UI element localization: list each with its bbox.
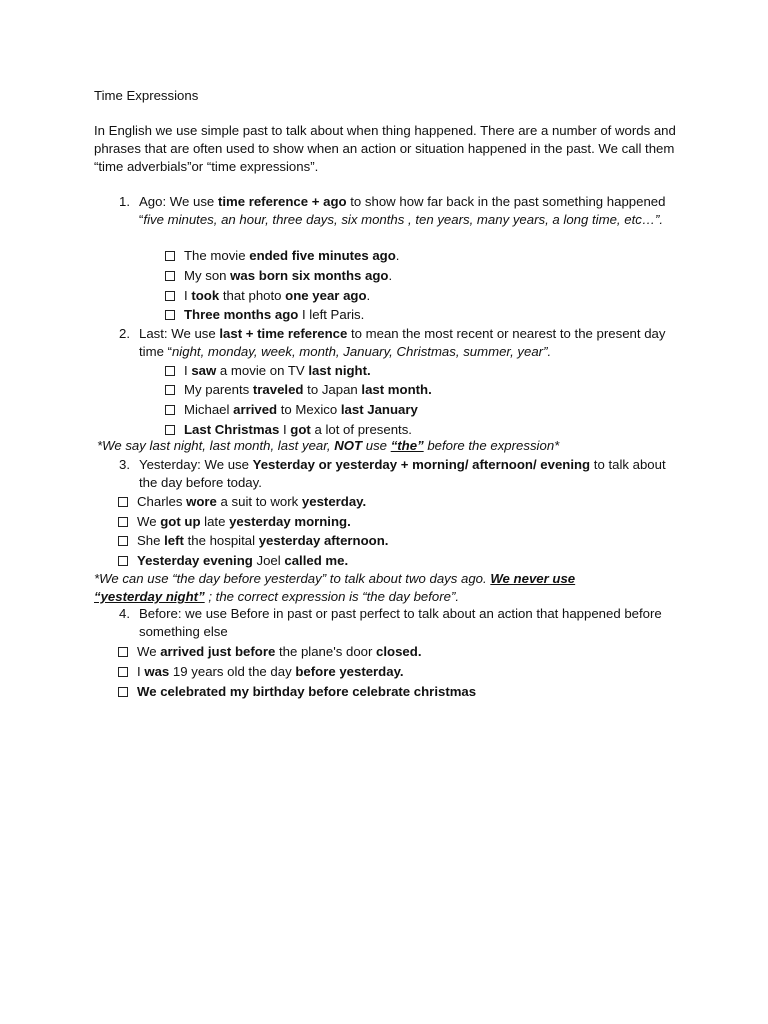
example-item: Last Christmas I got a lot of presents.: [165, 421, 412, 439]
example-item: The movie ended five minutes ago.: [165, 247, 399, 265]
checkbox-icon[interactable]: [118, 687, 128, 697]
section-1-text: Ago: We use time reference + ago to show how far back in the past something happened “five minutes, an hour, three days, six months , ten years, many years, a long time, etc…”.: [139, 194, 666, 227]
checkbox-icon[interactable]: [118, 517, 128, 527]
checkbox-icon[interactable]: [165, 291, 175, 301]
example-item: Charles wore a suit to work yesterday.: [118, 493, 366, 511]
example-item: My son was born six months ago.: [165, 267, 392, 285]
checkbox-icon[interactable]: [118, 497, 128, 507]
example-item: Three months ago I left Paris.: [165, 306, 364, 324]
item-number-2: 2.: [119, 326, 130, 341]
intro-paragraph: In English we use simple past to talk about when thing happened. There are a number of words and phrases that are often used to show when an action or situation happened in the past. We call them “time adverbials”or “time expressions”.: [94, 123, 676, 174]
note-yesterday: *We can use “the day before yesterday” to talk about two days ago. We never use “yesterday night” ; the correct expression is “the day before”.: [94, 571, 576, 604]
doc-title: Time Expressions: [94, 88, 199, 103]
checkbox-icon[interactable]: [165, 271, 175, 281]
item-number-3: 3.: [119, 457, 130, 472]
checkbox-icon[interactable]: [165, 310, 175, 320]
checkbox-icon[interactable]: [165, 385, 175, 395]
note-last: *We say last night, last month, last year, NOT use “the” before the expression*: [97, 438, 560, 453]
section-2-text: Last: We use last + time reference to mean the most recent or nearest to the present day time “night, monday, week, month, January, Christmas, summer, year”.: [139, 326, 666, 359]
example-item: We celebrated my birthday before celebrate christmas: [118, 683, 476, 701]
checkbox-icon[interactable]: [118, 647, 128, 657]
example-item: My parents traveled to Japan last month.: [165, 381, 432, 399]
example-item: I saw a movie on TV last night.: [165, 362, 371, 380]
section-3-text: Yesterday: We use Yesterday or yesterday + morning/ afternoon/ evening to talk about the day before today.: [139, 457, 666, 490]
example-item: We arrived just before the plane's door closed.: [118, 643, 422, 661]
example-item: Michael arrived to Mexico last January: [165, 401, 418, 419]
checkbox-icon[interactable]: [118, 536, 128, 546]
checkbox-icon[interactable]: [165, 425, 175, 435]
checkbox-icon[interactable]: [165, 251, 175, 261]
checkbox-icon[interactable]: [165, 405, 175, 415]
checkbox-icon[interactable]: [165, 366, 175, 376]
item-number-1: 1.: [119, 194, 130, 209]
example-item: Yesterday evening Joel called me.: [118, 552, 348, 570]
checkbox-icon[interactable]: [118, 556, 128, 566]
example-item: She left the hospital yesterday afternoon.: [118, 532, 388, 550]
example-item: I was 19 years old the day before yesterday.: [118, 663, 404, 681]
item-number-4: 4.: [119, 606, 130, 621]
checkbox-icon[interactable]: [118, 667, 128, 677]
example-item: We got up late yesterday morning.: [118, 513, 351, 531]
example-item: I took that photo one year ago.: [165, 287, 370, 305]
section-4-text: Before: we use Before in past or past perfect to talk about an action that happened before something else: [139, 606, 662, 639]
